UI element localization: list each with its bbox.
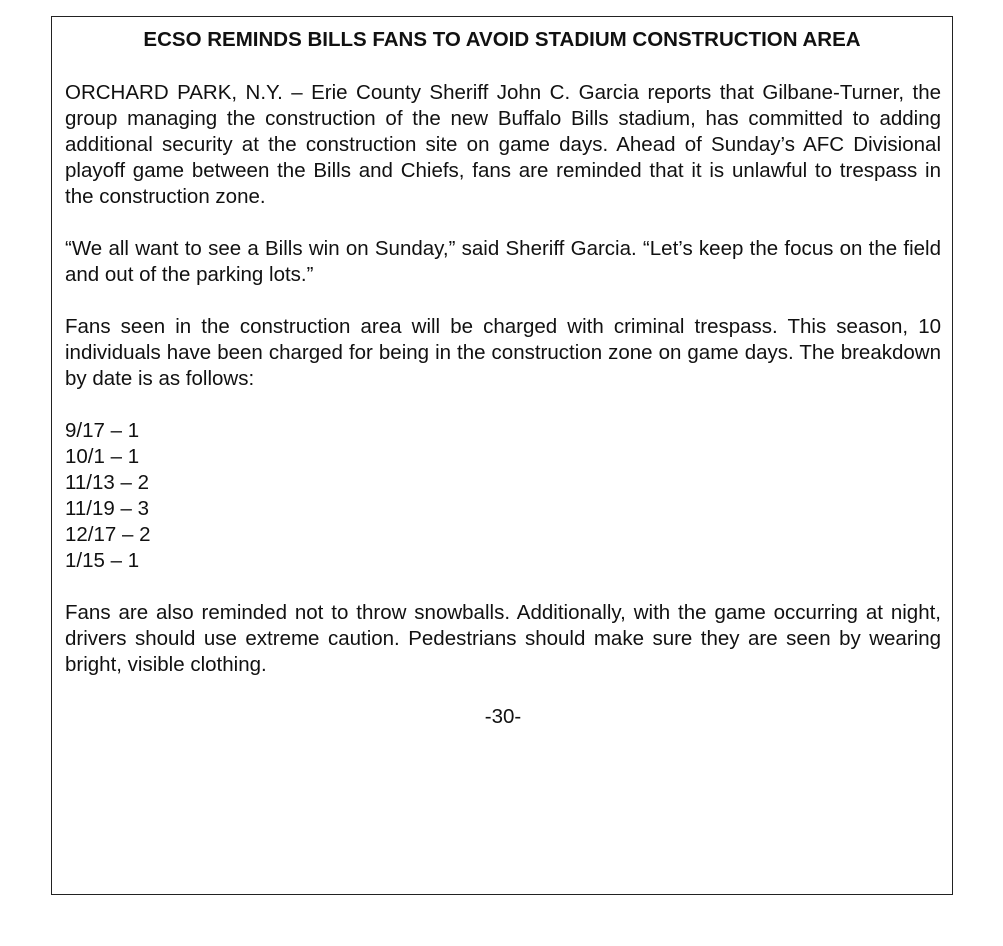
list-item: 12/17 – 2 bbox=[65, 523, 151, 546]
list-item: 10/1 – 1 bbox=[65, 445, 140, 468]
list-item: 11/13 – 2 bbox=[65, 471, 149, 494]
list-item: 1/15 – 1 bbox=[65, 549, 140, 572]
press-release-frame bbox=[51, 16, 953, 895]
list-item: 9/17 – 1 bbox=[65, 419, 140, 442]
charges-breakdown-list bbox=[65, 418, 941, 574]
intro-paragraph: ORCHARD PARK, N.Y. – Erie County Sheriff John C. Garcia reports that Gilbane-Turner, the group managing the construction of the new Buffalo Bills stadium, has committed to adding additional security at the construction site on game days. Ahead of Sunday’s AFC Divisional playoff game between the Bills and Chiefs, fans are reminded that it is unlawful to trespass in the construction zone. bbox=[65, 81, 941, 208]
closing-paragraph: Fans are also reminded not to throw snowballs. Additionally, with the game occurring at night, drivers should use extreme caution. Pedestrians should make sure they are seen by wearing bright, visible clothing. bbox=[65, 601, 941, 676]
end-mark: -30- bbox=[484, 705, 522, 728]
list-item: 11/19 – 3 bbox=[65, 497, 149, 520]
charges-paragraph: Fans seen in the construction area will be charged with criminal trespass. This season, 10 individuals have been charged for being in the construction zone on game days. The breakdown by date is as follows: bbox=[65, 315, 941, 390]
document-title: ECSO REMINDS BILLS FANS TO AVOID STADIUM CONSTRUCTION AREA bbox=[143, 28, 861, 51]
document-body bbox=[65, 80, 941, 730]
quote-paragraph: “We all want to see a Bills win on Sunday,” said Sheriff Garcia. “Let’s keep the focus on the field and out of the parking lots.” bbox=[65, 237, 941, 286]
